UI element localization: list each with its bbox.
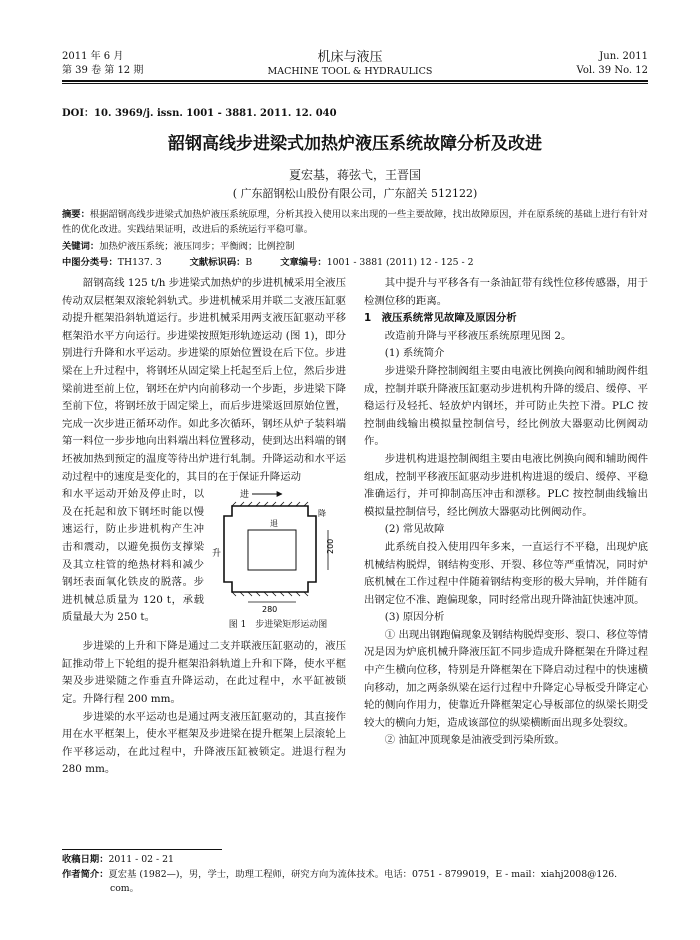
keywords-label: 关键词： bbox=[62, 241, 100, 252]
author-bio-label: 作者简介： bbox=[62, 868, 109, 880]
left-para-1: 韶钢高线 125 t/h 步进梁式加热炉的步进机械采用全液压传动双层框架双滚轮斜轨式。步进机械采用并联二支液压缸驱动提升框架沿斜轨道运行。步进机械采用两支液压缸驱动平移框架沿水平方向运行。步进梁按照矩形轨迹运动 (图 1)，即分别进行升降和水平运动。步进梁的原始位置设在后下位。步进梁在上升过程中，将钢坯从固定梁上托起至后上位，然后步进梁前进至前上位，钢坯在炉内向前移动一个步距，步进梁下降至前下位，将钢坯放于固定梁上，而后步进梁返回原始位置，完成一次步进正循环动作。如此多次循环，钢坯从炉子装料端第一料位一步步地向出料端出料位置移动，使到达出料端的钢坯被加热到预定的温度等待出炉进行轧制。升降运动和水平运动过程中的速度是变化的，其目的在于保证升降运动 bbox=[62, 277, 346, 483]
clc-label: 中图分类号： bbox=[62, 257, 118, 268]
doi: DOI：10. 3969/j. issn. 1001 - 3881. 2011. 12. 040 bbox=[62, 108, 337, 119]
doc-code-label: 文献标识码： bbox=[189, 257, 246, 268]
header-center bbox=[200, 50, 500, 79]
keywords-text: 加热炉液压系统；液压同步；平衡阀；比例控制 bbox=[99, 241, 295, 252]
subsection-2: (2) 常见故障 bbox=[384, 523, 445, 536]
dimension-horizontal: 280 bbox=[262, 605, 278, 615]
classification bbox=[62, 256, 648, 271]
rect-motion-diagram bbox=[210, 486, 346, 614]
label-back: 退 bbox=[270, 519, 278, 529]
journal-name-en: MACHINE TOOL & HYDRAULICS bbox=[267, 66, 433, 77]
article-no-value: 1001 - 3881 (2011) 12 - 125 - 2 bbox=[326, 257, 474, 268]
left-para-2: 步进梁的上升和下降是通过二支并联液压缸驱动的，液压缸推动带上下轮组的提升框架沿斜轨道上升和下降，使水平框架及步进梁随之作垂直升降运动，在此过程中，水平缸被锁定。升降行程 200 mm。 bbox=[62, 640, 346, 705]
author-bio bbox=[62, 868, 648, 897]
doc-code-value: B bbox=[245, 257, 253, 268]
authors: 夏宏基，蒋弦弋，王晋国 bbox=[288, 168, 421, 182]
right-para-3: 步进机构进退控制阀组主要由电液比例换向阀和辅助阀件组成，控制平移液压缸驱动步进机构进退的缓启、缓停、平稳准确运行，并可抑制高压冲击和漂移。PLC 按控制曲线输出模拟量控制信号，经比例放大器驱动比例阀动作。 bbox=[364, 452, 648, 518]
right-para-4: 此系统自投入使用四年多来，一直运行不平稳，出现炉底机械结构脱焊，钢结构变形、开裂、移位等严重情况，同时炉底机械在工作过程中伴随着钢结构变形的极大异响，并伴随有出钢定位不准、跑偏现象，同时经常出现升降油缸快速冲顶。 bbox=[364, 540, 648, 606]
author-bio-text: 夏宏基 (1982—)，男，学士，助理工程师，研究方向为流体技术。电话：0751 - 8799019，E - mail：xiahj2008@126. com。 bbox=[108, 868, 618, 894]
left-para-1-wrap: 和水平运动开始及停止时，以及在托起和放下钢坯时能以慢速运行，防止步进机构产生冲击和震动，以避免损伤支撑梁及其立柱管的绝热材料和减少钢坯表面氧化铁皮的脱落。步进机械总质量为 120 t，承载质量最大为 250 t。 bbox=[62, 488, 204, 624]
dimension-vertical: 200 bbox=[326, 538, 335, 555]
label-up: 升 bbox=[212, 549, 222, 560]
header-right bbox=[577, 50, 648, 78]
header-date-cn: 2011 年 6 月 bbox=[62, 51, 124, 62]
footnote bbox=[62, 853, 648, 897]
affiliation: ( 广东韶钢松山股份有限公司，广东韶关 512122) bbox=[232, 187, 478, 200]
right-para-5: ① 出现出钢跑偏现象及钢结构脱焊变形、裂口、移位等情况是因为炉底机械升降液压缸不同步造成升降框架在升降过程中产生横向位移，特别是升降框架在下降启动过程中的快速横向移动，加之两条纵梁在运行过程中升降定心导板受升降定心轮的侧向作用力，使靠近升降框架定心导板部位的纵梁长期受较大的横向力矩，造成该部位的纵梁横断面出现多处裂纹。 bbox=[364, 628, 648, 729]
received-line bbox=[62, 853, 648, 868]
keywords bbox=[62, 240, 648, 255]
right-para-2: 步进梁升降控制阀组主要由电液比例换向阀和辅助阀件组成，控制并联升降液压缸驱动步进机构升降的缓启、缓停、平稳运行及轻托、轻放炉内钢坯，并可防止失控下滑。PLC 按控制曲线输出模拟量控制信号，经比例放大器驱动比例阀动作。 bbox=[364, 364, 648, 448]
figure-caption: 图 1 步进梁矩形运动图 bbox=[228, 620, 328, 631]
footnote-rule bbox=[62, 849, 222, 850]
motion-path bbox=[248, 530, 296, 570]
clc-value: TH137. 3 bbox=[117, 257, 162, 268]
left-para-3: 步进梁的水平运动也是通过两支液压缸驱动的，其直接作用在水平框架上，使水平框架及步进梁在提升框架上层滚轮上作平移运动，在此过程中，升降液压缸被锁定。进退行程为 280 mm。 bbox=[62, 710, 346, 776]
header-volume-en: Vol. 39 No. 12 bbox=[576, 65, 648, 76]
subsection-1: (1) 系统简介 bbox=[384, 347, 445, 360]
article-no-label: 文章编号： bbox=[280, 257, 327, 268]
received-label: 收稿日期： bbox=[62, 854, 109, 865]
right-para-0: 其中提升与平移各有一条油缸带有线性位移传感器，用于检测位移的距离。 bbox=[364, 277, 648, 307]
label-forward: 进 bbox=[240, 490, 250, 501]
header-rule-thin bbox=[62, 83, 648, 84]
header-rule bbox=[62, 80, 648, 82]
header-date-en: Jun. 2011 bbox=[599, 51, 648, 62]
figure-1 bbox=[210, 486, 346, 638]
label-down: 降 bbox=[318, 509, 326, 519]
paper-title: 韶钢高线步进梁式加热炉液压系统故障分析及改进 bbox=[168, 134, 542, 154]
abstract-label: 摘要： bbox=[62, 209, 90, 220]
right-para-6: ② 油缸冲顶现象是油液受到污染所致。 bbox=[384, 734, 565, 747]
abstract-text: 根据韶钢高线步进梁式加热炉液压系统原理，分析其投入使用以来出现的一些主要故障，找出故障原因，并在原系统的基础上进行有针对性的优化改进。实践结果证明，改进后的系统运行平稳可靠。 bbox=[62, 209, 648, 235]
header-volume-cn: 第 39 卷 第 12 期 bbox=[62, 65, 144, 76]
right-column bbox=[364, 275, 648, 750]
figure-wrap bbox=[62, 486, 346, 638]
abstract bbox=[62, 208, 648, 237]
subsection-3: (3) 原因分析 bbox=[384, 611, 445, 624]
left-column bbox=[62, 275, 346, 779]
right-para-1: 改造前升降与平移液压系统原理见图 2。 bbox=[384, 329, 572, 342]
journal-name-cn: 机床与液压 bbox=[317, 50, 383, 65]
received-date: 2011 - 02 - 21 bbox=[108, 854, 174, 865]
header-left bbox=[62, 50, 143, 78]
section-1-heading: 1 液压系统常见故障及原因分析 bbox=[364, 312, 517, 325]
